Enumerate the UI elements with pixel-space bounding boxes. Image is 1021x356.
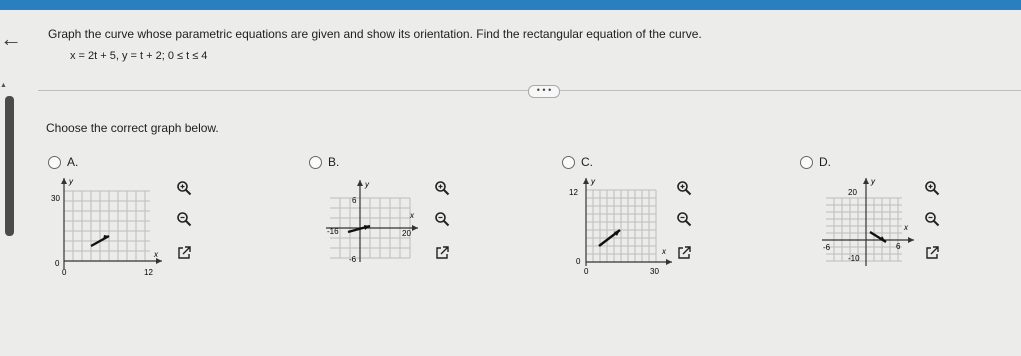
option-d-radio[interactable] <box>800 156 813 169</box>
parametric-equations: x = 2t + 5, y = t + 2; 0 ≤ t ≤ 4 <box>70 50 208 62</box>
option-d[interactable] <box>800 155 831 169</box>
option-c-label: C. <box>581 155 593 169</box>
graph-b <box>322 174 422 268</box>
graph-d-ytick-top: 20 <box>848 188 857 197</box>
expand-more-button[interactable]: • • • <box>528 85 560 98</box>
side-scrollbar[interactable] <box>5 96 14 236</box>
graph-d-xtick-left: -6 <box>823 243 831 252</box>
zoom-out-icon[interactable] <box>434 211 450 227</box>
graph-b-xtick-right: 20 <box>402 229 411 238</box>
zoom-in-icon[interactable] <box>924 180 940 196</box>
graph-b-ytick-bottom: -6 <box>349 255 357 264</box>
graph-d <box>818 172 918 272</box>
zoom-out-icon[interactable] <box>924 211 940 227</box>
option-a-radio[interactable] <box>48 156 61 169</box>
graph-b-x-label: x <box>410 211 414 220</box>
question-prompt: Graph the curve whose parametric equations are given and show its orientation. Find the rectangular equation of the curve. <box>48 27 702 41</box>
graph-b-ytick-top: 6 <box>352 196 357 205</box>
graph-c-origin: 0 <box>576 257 581 266</box>
graph-b-y-label: y <box>365 180 369 189</box>
graph-c-origin-x: 0 <box>584 267 589 276</box>
zoom-out-icon[interactable] <box>676 211 692 227</box>
graph-a <box>50 174 170 282</box>
option-b[interactable] <box>309 155 339 169</box>
graph-b-xtick-left: -16 <box>327 227 339 236</box>
graph-d-xtick-right: 6 <box>896 242 901 251</box>
graph-c <box>566 174 676 276</box>
graph-a-origin: 0 <box>55 259 60 268</box>
back-arrow-icon[interactable]: ← <box>0 26 22 51</box>
open-external-icon[interactable] <box>176 245 192 261</box>
open-external-icon[interactable] <box>676 245 692 261</box>
graph-c-x-label: x <box>662 247 666 256</box>
zoom-in-icon[interactable] <box>434 180 450 196</box>
top-bar <box>0 0 1021 10</box>
zoom-out-icon[interactable] <box>176 211 192 227</box>
zoom-in-icon[interactable] <box>676 180 692 196</box>
graph-d-y-label: y <box>871 177 875 186</box>
graph-c-xtick: 30 <box>650 267 659 276</box>
option-c[interactable] <box>562 155 593 169</box>
graph-a-ytick: 30 <box>51 194 60 203</box>
option-b-radio[interactable] <box>309 156 322 169</box>
open-external-icon[interactable] <box>924 245 940 261</box>
graph-a-origin-x: 0 <box>62 268 67 277</box>
graph-d-x-label: x <box>904 223 908 232</box>
graph-a-grid <box>64 191 150 261</box>
graph-a-xtick: 12 <box>144 268 153 277</box>
option-b-label: B. <box>328 155 340 169</box>
option-a[interactable] <box>48 155 78 169</box>
graph-d-ytick-bottom: -10 <box>848 254 860 263</box>
option-a-label: A. <box>67 155 79 169</box>
graph-a-y-label: y <box>69 177 73 186</box>
graph-c-y-label: y <box>591 177 595 186</box>
option-c-radio[interactable] <box>562 156 575 169</box>
instruction-text: Choose the correct graph below. <box>46 121 219 135</box>
open-external-icon[interactable] <box>434 245 450 261</box>
graph-c-ytick: 12 <box>569 188 578 197</box>
graph-a-x-label: x <box>154 250 158 259</box>
collapse-caret-icon[interactable]: ▲ <box>0 82 7 89</box>
option-d-label: D. <box>819 155 831 169</box>
zoom-in-icon[interactable] <box>176 180 192 196</box>
